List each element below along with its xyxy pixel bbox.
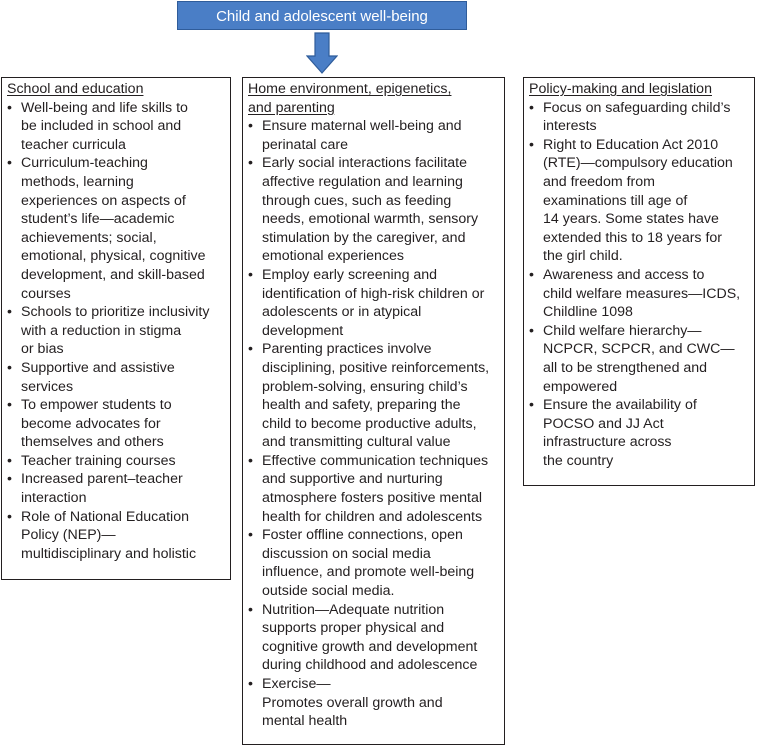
list-item: • Schools to prioritize inclusivity with a reduction in stigma or bias bbox=[7, 303, 226, 359]
home-environment-title: Home environment, epigenetics, and parenting bbox=[248, 81, 452, 116]
policy-legislation-box bbox=[523, 77, 755, 486]
list-item: • Focus on safeguarding child’s interests bbox=[529, 99, 750, 136]
down-arrow-icon bbox=[306, 32, 338, 74]
list-item: • Supportive and assistive services bbox=[7, 359, 226, 396]
list-item: • Employ early screening and identification of high-risk children or adolescents or in atypical development bbox=[248, 266, 500, 340]
school-education-title: School and education bbox=[7, 81, 144, 97]
list-item: • Parenting practices involve disciplining, positive reinforcements, problem-solving, ensuring child’s health and safety, preparing the child to become productive adults, and transmitting cultural value bbox=[248, 340, 500, 452]
list-item: • Child welfare hierarchy— NCPCR, SCPCR, and CWC— all to be strengthened and empowered bbox=[529, 322, 750, 396]
list-item: • Curriculum-teaching methods, learning experiences on aspects of student’s life—academic achievements; social, emotional, physical, cognitive development, and skill-based courses bbox=[7, 154, 226, 303]
header-box bbox=[177, 1, 467, 30]
list-item: • Ensure maternal well-being and perinatal care bbox=[248, 117, 500, 154]
home-environment-box bbox=[242, 77, 505, 745]
home-environment-list bbox=[248, 117, 500, 731]
list-item: • Right to Education Act 2010 (RTE)—compulsory education and freedom from examinations till age of 14 years. Some states have extended this to 18 years for the girl child. bbox=[529, 136, 750, 266]
list-item: • Exercise— Promotes overall growth and mental health bbox=[248, 675, 500, 731]
school-education-list bbox=[7, 99, 226, 564]
policy-legislation-title: Policy-making and legislation bbox=[529, 81, 712, 97]
list-item: • Well-being and life skills to be included in school and teacher curricula bbox=[7, 99, 226, 155]
list-item: • Effective communication techniques and supportive and nurturing atmosphere fosters positive mental health for children and adolescents bbox=[248, 452, 500, 526]
list-item: • Foster offline connections, open discussion on social media influence, and promote well-being outside social media. bbox=[248, 526, 500, 600]
list-item: • Awareness and access to child welfare measures—ICDS, Childline 1098 bbox=[529, 266, 750, 322]
list-item: • Early social interactions facilitate affective regulation and learning through cues, such as feeding needs, emotional warmth, sensory stimulation by the caregiver, and emotional experiences bbox=[248, 154, 500, 266]
list-item: • Increased parent–teacher interaction bbox=[7, 470, 226, 507]
list-item: • Teacher training courses bbox=[7, 452, 226, 471]
policy-legislation-list bbox=[529, 99, 750, 471]
list-item: • Role of National Education Policy (NEP)— multidisciplinary and holistic bbox=[7, 508, 226, 564]
list-item: • Nutrition—Adequate nutrition supports proper physical and cognitive growth and development during childhood and adolescence bbox=[248, 601, 500, 675]
school-education-box bbox=[1, 77, 231, 580]
header-title: Child and adolescent well-being bbox=[216, 8, 428, 25]
list-item: • To empower students to become advocates for themselves and others bbox=[7, 396, 226, 452]
list-item: • Ensure the availability of POCSO and JJ Act infrastructure across the country bbox=[529, 396, 750, 470]
